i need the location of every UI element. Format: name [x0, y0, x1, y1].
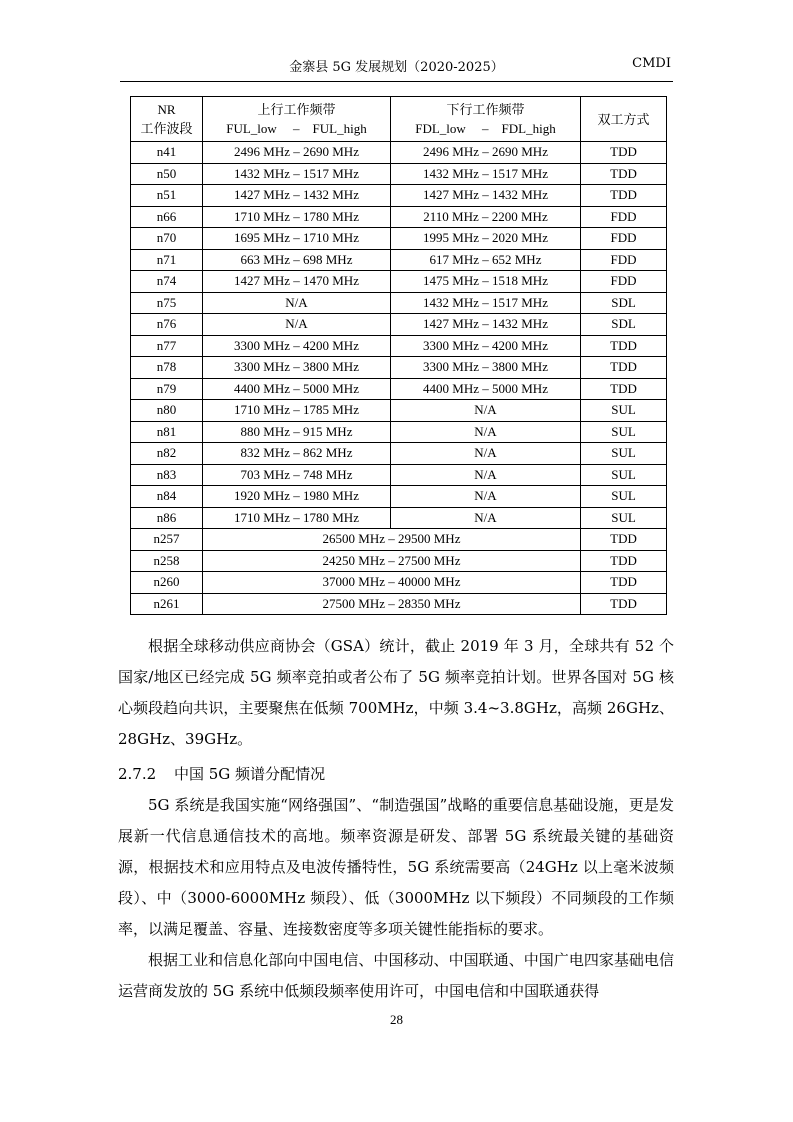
combined-range-cell: 37000 MHz – 40000 MHz [203, 572, 581, 594]
section-heading [118, 759, 325, 790]
duplex-cell: SUL [581, 400, 667, 422]
band-cell: n70 [131, 228, 203, 250]
header-duplex: 双工方式 [581, 97, 667, 142]
band-cell: n78 [131, 357, 203, 379]
table-row [131, 185, 667, 207]
downlink-cell: 1995 MHz – 2020 MHz [391, 228, 581, 250]
uplink-cell: 1710 MHz – 1785 MHz [203, 400, 391, 422]
duplex-cell: TDD [581, 335, 667, 357]
uplink-cell: N/A [203, 314, 391, 336]
uplink-cell: 2496 MHz – 2690 MHz [203, 142, 391, 164]
uplink-cell: 663 MHz – 698 MHz [203, 249, 391, 271]
duplex-cell: TDD [581, 529, 667, 551]
band-cell: n51 [131, 185, 203, 207]
combined-range-cell: 27500 MHz – 28350 MHz [203, 593, 581, 615]
table-row [131, 206, 667, 228]
table-row [131, 142, 667, 164]
band-cell: n81 [131, 421, 203, 443]
band-cell: n77 [131, 335, 203, 357]
duplex-cell: TDD [581, 593, 667, 615]
duplex-cell: SUL [581, 507, 667, 529]
section-title: 中国 5G 频谱分配情况 [174, 765, 326, 783]
uplink-cell: 3300 MHz – 3800 MHz [203, 357, 391, 379]
uplink-cell: N/A [203, 292, 391, 314]
band-cell: n258 [131, 550, 203, 572]
table-row [131, 357, 667, 379]
downlink-cell: 3300 MHz – 4200 MHz [391, 335, 581, 357]
band-cell: n74 [131, 271, 203, 293]
table-row [131, 335, 667, 357]
paragraph-gsa: 根据全球移动供应商协会（GSA）统计，截止 2019 年 3 月，全球共有 52 个国家/地区已经完成 5G 频率竞拍或者公布了 5G 频率竞拍计划。世界各国对 5G 核心频段趋向共识，主要聚焦在低频 700MHz，中频 3.4~3.8GHz，高频 26GHz、28GHz、39GHz。 [118, 637, 674, 748]
downlink-cell: 1427 MHz – 1432 MHz [391, 185, 581, 207]
duplex-cell: SUL [581, 443, 667, 465]
table-row [131, 550, 667, 572]
header-divider [120, 81, 673, 82]
table-row [131, 421, 667, 443]
band-cell: n261 [131, 593, 203, 615]
table-row [131, 529, 667, 551]
table-row [131, 163, 667, 185]
band-cell: n71 [131, 249, 203, 271]
duplex-cell: TDD [581, 357, 667, 379]
band-cell: n80 [131, 400, 203, 422]
table-row [131, 464, 667, 486]
paragraph-5g-system: 5G 系统是我国实施“网络强国”、“制造强国”战略的重要信息基础设施，更是发展新一代信息通信技术的高地。频率资源是研发、部署 5G 系统最关键的基础资源，根据技术和应用特点及电波传播特性，5G 系统需要高（24GHz 以上毫米波频段）、中（3000-6000MHz 频段）、低（3000MHz 以下频段）不同频段的工作频率，以满足覆盖、容量、连接数密度等多项关键性能指标的要求。 [118, 796, 674, 938]
band-cell: n86 [131, 507, 203, 529]
duplex-cell: SDL [581, 292, 667, 314]
duplex-cell: TDD [581, 142, 667, 164]
duplex-cell: SUL [581, 486, 667, 508]
band-cell: n50 [131, 163, 203, 185]
table-row [131, 314, 667, 336]
duplex-cell: FDD [581, 228, 667, 250]
downlink-cell: 1432 MHz – 1517 MHz [391, 163, 581, 185]
downlink-cell: 1427 MHz – 1432 MHz [391, 314, 581, 336]
combined-range-cell: 26500 MHz – 29500 MHz [203, 529, 581, 551]
downlink-cell: N/A [391, 507, 581, 529]
uplink-cell: 1920 MHz – 1980 MHz [203, 486, 391, 508]
header-band: NR 工作波段 [131, 97, 203, 142]
downlink-cell: 4400 MHz – 5000 MHz [391, 378, 581, 400]
table-row [131, 443, 667, 465]
downlink-cell: N/A [391, 421, 581, 443]
downlink-cell: 2110 MHz – 2200 MHz [391, 206, 581, 228]
table-row [131, 486, 667, 508]
table-row [131, 271, 667, 293]
uplink-cell: 4400 MHz – 5000 MHz [203, 378, 391, 400]
page-header [120, 56, 673, 78]
combined-range-cell: 24250 MHz – 27500 MHz [203, 550, 581, 572]
band-cell: n257 [131, 529, 203, 551]
uplink-cell: 1427 MHz – 1470 MHz [203, 271, 391, 293]
table-row [131, 378, 667, 400]
duplex-cell: FDD [581, 271, 667, 293]
duplex-cell: TDD [581, 378, 667, 400]
band-cell: n84 [131, 486, 203, 508]
band-cell: n76 [131, 314, 203, 336]
header-uplink: 上行工作频带 FUL_low – FUL_high [203, 97, 391, 142]
table-row [131, 228, 667, 250]
duplex-cell: SDL [581, 314, 667, 336]
band-cell: n66 [131, 206, 203, 228]
band-cell: n260 [131, 572, 203, 594]
downlink-cell: 2496 MHz – 2690 MHz [391, 142, 581, 164]
nr-band-table [130, 96, 667, 615]
table-row [131, 292, 667, 314]
uplink-cell: 703 MHz – 748 MHz [203, 464, 391, 486]
downlink-cell: 617 MHz – 652 MHz [391, 249, 581, 271]
duplex-cell: SUL [581, 421, 667, 443]
uplink-cell: 1427 MHz – 1432 MHz [203, 185, 391, 207]
uplink-cell: 832 MHz – 862 MHz [203, 443, 391, 465]
downlink-cell: 1475 MHz – 1518 MHz [391, 271, 581, 293]
downlink-cell: N/A [391, 400, 581, 422]
downlink-cell: 3300 MHz – 3800 MHz [391, 357, 581, 379]
duplex-cell: TDD [581, 550, 667, 572]
uplink-cell: 1695 MHz – 1710 MHz [203, 228, 391, 250]
band-cell: n82 [131, 443, 203, 465]
table-row [131, 507, 667, 529]
band-cell: n83 [131, 464, 203, 486]
uplink-cell: 1432 MHz – 1517 MHz [203, 163, 391, 185]
duplex-cell: TDD [581, 572, 667, 594]
band-cell: n79 [131, 378, 203, 400]
page-number: 28 [390, 1012, 403, 1027]
duplex-cell: TDD [581, 185, 667, 207]
downlink-cell: 1432 MHz – 1517 MHz [391, 292, 581, 314]
table-row [131, 400, 667, 422]
duplex-cell: FDD [581, 206, 667, 228]
duplex-cell: FDD [581, 249, 667, 271]
organization-label: CMDI [632, 56, 671, 71]
uplink-cell: 1710 MHz – 1780 MHz [203, 507, 391, 529]
duplex-cell: SUL [581, 464, 667, 486]
band-cell: n41 [131, 142, 203, 164]
downlink-cell: N/A [391, 443, 581, 465]
uplink-cell: 3300 MHz – 4200 MHz [203, 335, 391, 357]
band-cell: n75 [131, 292, 203, 314]
section-number: 2.7.2 [118, 765, 157, 783]
table-row [131, 572, 667, 594]
downlink-cell: N/A [391, 464, 581, 486]
uplink-cell: 1710 MHz – 1780 MHz [203, 206, 391, 228]
document-title: 金寨县 5G 发展规划（2020-2025） [289, 60, 504, 75]
downlink-cell: N/A [391, 486, 581, 508]
table-header-row [131, 97, 667, 142]
paragraph-licensing: 根据工业和信息化部向中国电信、中国移动、中国联通、中国广电四家基础电信运营商发放的 5G 系统中低频段频率使用许可，中国电信和中国联通获得 [118, 951, 674, 1000]
uplink-cell: 880 MHz – 915 MHz [203, 421, 391, 443]
table-row [131, 249, 667, 271]
table-row [131, 593, 667, 615]
duplex-cell: TDD [581, 163, 667, 185]
header-downlink: 下行工作频带 FDL_low – FDL_high [391, 97, 581, 142]
